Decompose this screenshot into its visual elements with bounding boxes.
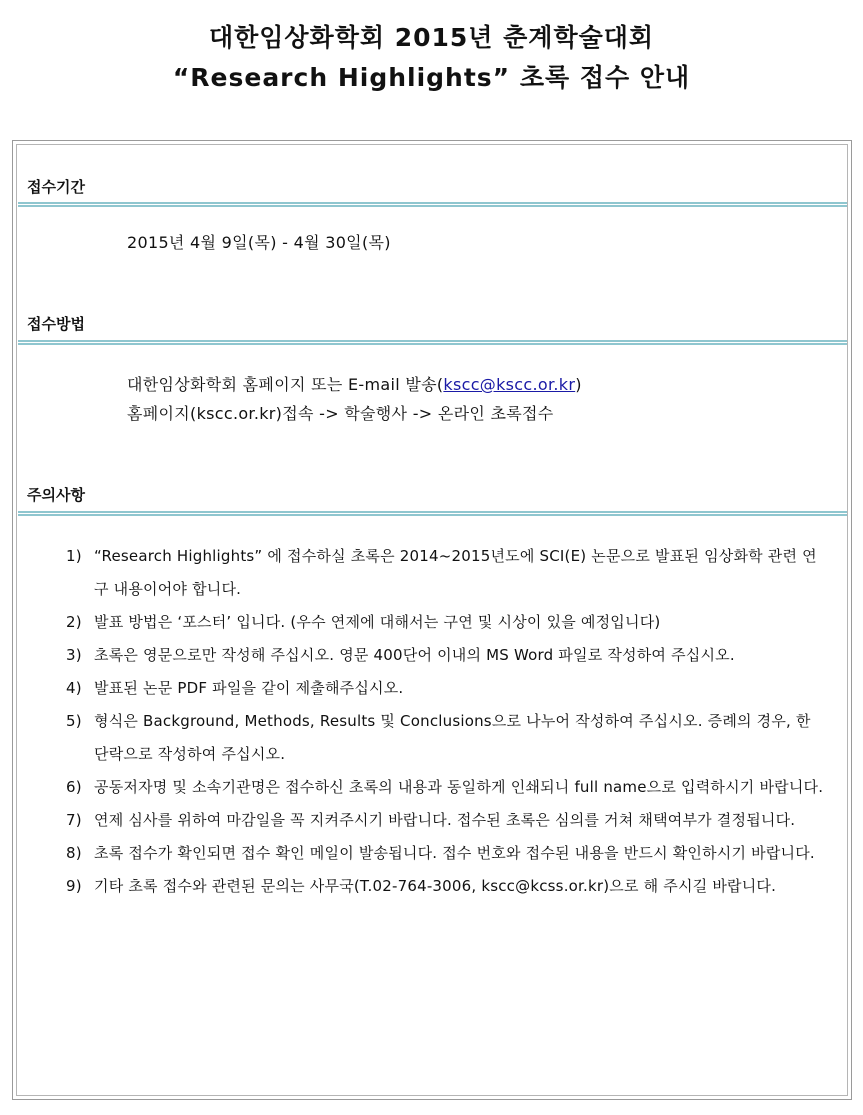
list-item [66,771,830,804]
list-item-number: 7) [66,811,82,829]
title-line-2: “Research Highlights” 초록 접수 안내 [172,63,691,92]
list-item-text: 형식은 Background, Methods, Results 및 Conclusions으로 나누어 작성하여 주십시오. 증례의 경우, 한 단락으로 작성하여 주십시오. [94,712,811,763]
list-item [66,837,830,870]
list-item-text: 공동저자명 및 소속기관명은 접수하신 초록의 내용과 동일하게 인쇄되니 full name으로 입력하시기 바랍니다. [94,778,824,796]
list-item [66,540,830,606]
list-item-text: 초록 접수가 확인되면 접수 확인 메일이 발송됩니다. 접수 번호와 접수된 내용을 반드시 확인하시기 바랍니다. [94,844,815,862]
list-item-number: 9) [66,877,82,895]
list-item-number: 3) [66,646,82,664]
notes-divider [18,511,847,516]
method-heading: 접수방법 [27,315,85,333]
list-item-number: 2) [66,613,82,631]
notes-list [66,540,830,903]
method-divider [18,340,847,345]
list-item [66,870,830,903]
period-heading: 접수기간 [27,178,85,196]
list-item-number: 1) [66,547,82,565]
notes-heading: 주의사항 [27,486,85,504]
list-item-number: 8) [66,844,82,862]
list-item-number: 6) [66,778,82,796]
page-title [0,18,863,98]
list-item [66,672,830,705]
list-item-text: 초록은 영문으로만 작성해 주십시오. 영문 400단어 이내의 MS Word 파일로 작성하여 주십시오. [94,646,735,664]
list-item [66,639,830,672]
method-line-1-prefix: 대한임상화학회 홈페이지 또는 E-mail 발송( [127,375,444,394]
email-link[interactable]: kscc@kscc.or.kr [443,375,576,394]
list-item-text: 기타 초록 접수와 관련된 문의는 사무국(T.02-764-3006, kscc@kcss.or.kr)으로 해 주시길 바랍니다. [94,877,777,895]
list-item-number: 5) [66,712,82,730]
list-item-text: 발표 방법은 ‘포스터’ 입니다. (우수 연제에 대해서는 구연 및 시상이 있을 예정입니다) [94,613,661,631]
period-text: 2015년 4월 9일(목) - 4월 30일(목) [127,233,391,252]
list-item-text: 연제 심사를 위하여 마감일을 꼭 지켜주시기 바랍니다. 접수된 초록은 심의를 거쳐 채택여부가 결정됩니다. [94,811,796,829]
method-line-1 [127,372,582,395]
title-line-1: 대한임상화학회 2015년 춘계학술대회 [208,23,655,52]
list-item-number: 4) [66,679,82,697]
method-line-1-suffix: ) [575,375,582,394]
list-item-text: “Research Highlights” 에 접수하실 초록은 2014~2015년도에 SCI(E) 논문으로 발표된 임상화학 관련 연구 내용이어야 합니다. [94,547,817,598]
list-item [66,606,830,639]
method-line-2: 홈페이지(kscc.or.kr)접속 -> 학술행사 -> 온라인 초록접수 [127,404,554,423]
list-item [66,804,830,837]
list-item-text: 발표된 논문 PDF 파일을 같이 제출해주십시오. [94,679,404,697]
period-divider [18,202,847,207]
list-item [66,705,830,771]
